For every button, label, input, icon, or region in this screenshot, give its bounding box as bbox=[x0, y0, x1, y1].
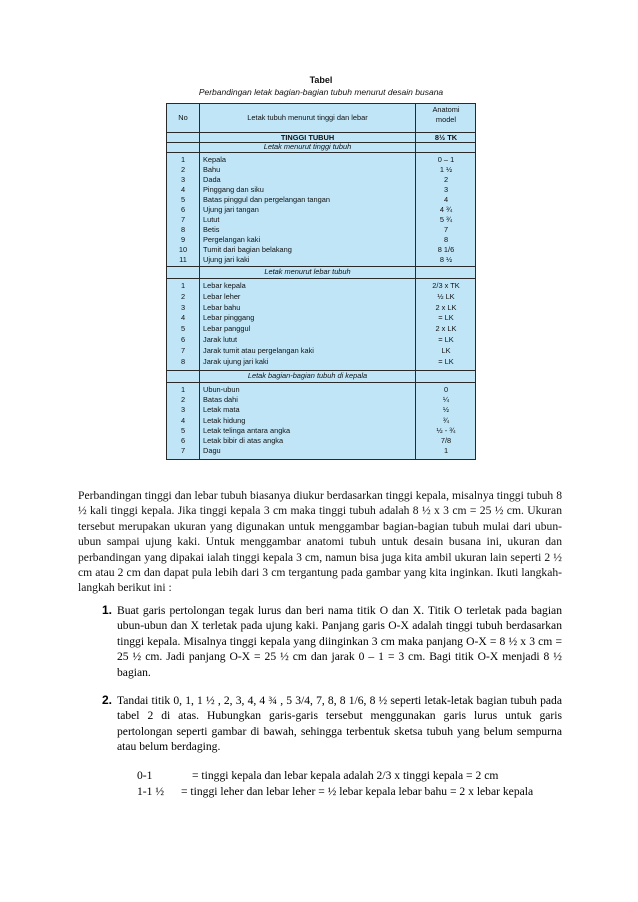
row-number: 2 bbox=[180, 291, 186, 301]
row-number: 7 bbox=[180, 446, 186, 456]
row-number: 3 bbox=[180, 405, 186, 415]
table-row bbox=[167, 155, 475, 164]
table-row bbox=[167, 385, 475, 394]
table-row bbox=[167, 255, 475, 264]
row-number: 4 bbox=[180, 313, 186, 323]
table-row bbox=[167, 235, 475, 244]
table-row bbox=[167, 205, 475, 214]
table-row bbox=[167, 357, 475, 366]
row-number: 8 bbox=[180, 356, 186, 366]
row-number: 6 bbox=[180, 335, 186, 344]
row-divider bbox=[167, 382, 475, 383]
row-anatomy-value: 5 ¾ bbox=[439, 215, 453, 224]
tinggi-tubuh-value: 8½ TK bbox=[434, 133, 458, 142]
table-title: Tabel bbox=[309, 75, 333, 85]
row-body-part: Bahu bbox=[203, 165, 221, 174]
table-row bbox=[167, 446, 475, 455]
row-divider bbox=[167, 152, 475, 153]
section-title-head: Letak bagian-bagian tubuh di kepala bbox=[247, 371, 368, 380]
proportion-table bbox=[166, 103, 476, 460]
table-subtitle: Perbandingan letak bagian-bagian tubuh menurut desain busana bbox=[198, 87, 444, 97]
row-number: 3 bbox=[180, 175, 186, 184]
table-row bbox=[167, 215, 475, 224]
row-number: 4 bbox=[180, 185, 186, 194]
row-body-part: Lebar pinggang bbox=[203, 313, 255, 323]
row-anatomy-value: 2 x LK bbox=[435, 302, 457, 312]
row-number: 2 bbox=[180, 165, 186, 174]
row-body-part: Lebar leher bbox=[203, 291, 241, 301]
row-anatomy-value: 4 bbox=[443, 195, 449, 204]
table-row bbox=[167, 195, 475, 204]
header-no: No bbox=[178, 113, 188, 122]
table-row bbox=[167, 335, 475, 344]
row-anatomy-value: 7 bbox=[443, 225, 449, 234]
row-anatomy-value: 2 x LK bbox=[435, 324, 457, 334]
row-body-part: Kepala bbox=[203, 155, 227, 164]
row-number: 5 bbox=[180, 425, 186, 435]
row-body-part: Letak hidung bbox=[203, 415, 246, 425]
row-number: 7 bbox=[180, 215, 186, 224]
row-body-part: Letak bibir di atas angka bbox=[203, 436, 284, 445]
row-number: 6 bbox=[180, 205, 186, 214]
row-body-part: Letak mata bbox=[203, 405, 240, 415]
sub-item-label: 1-1 ½ bbox=[137, 785, 165, 798]
table-row bbox=[167, 175, 475, 184]
row-number: 8 bbox=[180, 225, 186, 234]
sub-item-text: = tinggi kepala dan lebar kepala adalah 2/3 x tinggi kepala = 2 cm bbox=[192, 769, 499, 782]
row-anatomy-value: 8 ½ bbox=[439, 255, 453, 264]
row-body-part: Lebar panggul bbox=[203, 324, 251, 334]
row-number: 1 bbox=[180, 281, 186, 290]
table-row bbox=[167, 346, 475, 355]
table-row bbox=[167, 395, 475, 404]
table-row bbox=[167, 405, 475, 414]
intro-paragraph: Perbandingan tinggi dan lebar tubuh biasanya diukur berdasarkan tinggi kepala, misalnya tinggi tubuh 8 ½ kali tinggi kepala. Jika tinggi kepala 3 cm maka tinggi tubuh adalah 8 ½ x 3 cm = 25 ½ cm. Ukuran tersebut merupakan ukuran yang digunakan untuk menggambar bagian-bagian tubuh mulai dari ubun-ubun sampai ujung kaki. Untuk menggambar anatomi tubuh untuk desain busana ini, ukuran dan perbandingan yang dipakai ialah tinggi kepala 3 cm, namun bisa juga kita ambil ukuran lain seperti 2 ½ cm atau 2 cm dan dapat pula lebih dari 3 cm tergantung pada gambar yang kita inginkan. Ikuti langkah-langkah berikut ini : bbox=[78, 489, 562, 595]
row-anatomy-value: ½ LK bbox=[437, 291, 455, 301]
row-anatomy-value: 7/8 bbox=[440, 436, 452, 445]
row-body-part: Ujung jari kaki bbox=[203, 255, 250, 264]
table-row bbox=[167, 245, 475, 254]
sub-item-label: 0-1 bbox=[137, 769, 153, 782]
row-body-part: Lebar bahu bbox=[203, 302, 241, 312]
row-number: 1 bbox=[180, 385, 186, 394]
table-row bbox=[167, 303, 475, 312]
row-body-part: Dada bbox=[203, 175, 221, 184]
row-anatomy-value: 4 ¾ bbox=[439, 205, 453, 214]
row-number: 5 bbox=[180, 195, 186, 204]
step-text: Buat garis pertolongan tegak lurus dan beri nama titik O dan X. Titik O terletak pada bagian ubun-ubun dan X terletak pada ujung kaki. Panjang garis O-X adalah tinggi tubuh berdasarkan tinggi kepala. Misalnya tinggi kepala yang diinginkan 3 cm maka panjang O-X = 8 ½ x 3 cm = 25 ½ cm. Jadi panjang O-X = 25 ½ cm dan jarak 0 – 1 = 3 cm. Bagi titik O-X menjadi 8 ½ bagian. bbox=[117, 604, 562, 679]
row-number: 3 bbox=[180, 302, 186, 312]
step-item bbox=[102, 693, 562, 759]
row-body-part: Jarak tumit atau pergelangan kaki bbox=[203, 345, 314, 355]
row-body-part: Dagu bbox=[203, 446, 221, 456]
tinggi-tubuh-label: TINGGI TUBUH bbox=[280, 133, 335, 142]
row-number: 2 bbox=[180, 395, 186, 405]
row-body-part: Lutut bbox=[203, 215, 220, 224]
table-row bbox=[167, 185, 475, 194]
sub-item-text: = tinggi leher dan lebar leher = ½ lebar kepala lebar bahu = 2 x lebar kepala bbox=[181, 785, 534, 798]
row-anatomy-value: = LK bbox=[438, 313, 454, 323]
row-body-part: Jarak ujung jari kaki bbox=[203, 356, 269, 366]
row-body-part: Letak telinga antara angka bbox=[203, 425, 291, 435]
row-body-part: Pergelangan kaki bbox=[203, 235, 261, 244]
row-body-part: Batas pinggul dan pergelangan tangan bbox=[203, 195, 330, 204]
row-number: 7 bbox=[180, 345, 186, 355]
row-body-part: Pinggang dan siku bbox=[203, 185, 264, 194]
table-row bbox=[167, 416, 475, 425]
row-anatomy-value: 2/3 x TK bbox=[432, 281, 460, 290]
step-text: Tandai titik 0, 1, 1 ½ , 2, 3, 4, 4 ¾ , 5 3/4, 7, 8, 8 1/6, 8 ½ seperti letak-letak bagian tubuh pada tabel 2 di atas. Hubungkan garis-garis tersebut menggunakan garis lurus untuk garis pertolongan seperti gambar di bawah, sehingga terbentuk sketsa tubuh yang belum sempurna atau belum berdaging. bbox=[117, 694, 562, 754]
row-anatomy-value: 3 bbox=[443, 185, 449, 194]
row-anatomy-value: 8 1/6 bbox=[437, 245, 455, 254]
row-anatomy-value: ½ - ¾ bbox=[436, 425, 456, 435]
table-row bbox=[167, 281, 475, 290]
step-number: 1. bbox=[102, 603, 113, 617]
row-anatomy-value: 8 bbox=[443, 235, 449, 244]
row-divider bbox=[167, 278, 475, 279]
row-number: 1 bbox=[180, 155, 186, 164]
row-number: 9 bbox=[180, 235, 186, 244]
table-row bbox=[167, 426, 475, 435]
row-number: 11 bbox=[179, 255, 187, 264]
table-row bbox=[167, 436, 475, 445]
row-anatomy-value: ¾ bbox=[442, 415, 450, 425]
row-number: 6 bbox=[180, 436, 186, 445]
step-item bbox=[102, 603, 562, 683]
section-title-width: Letak menurut lebar tubuh bbox=[264, 267, 351, 276]
table-row bbox=[167, 313, 475, 322]
row-anatomy-value: 0 bbox=[443, 385, 449, 394]
section-title-height: Letak menurut tinggi tubuh bbox=[263, 142, 352, 151]
row-body-part: Lebar kepala bbox=[203, 281, 246, 290]
row-anatomy-value: = LK bbox=[438, 356, 454, 366]
row-anatomy-value: ½ bbox=[442, 405, 450, 415]
row-body-part: Batas dahi bbox=[203, 395, 238, 405]
table-row bbox=[167, 225, 475, 234]
row-body-part: Jarak lutut bbox=[203, 335, 238, 344]
row-number: 5 bbox=[180, 324, 186, 334]
row-anatomy-value: 1 bbox=[443, 446, 449, 456]
header-anatomy: Anatomi model bbox=[432, 105, 460, 124]
row-anatomy-value: = LK bbox=[438, 335, 454, 344]
table-row bbox=[167, 324, 475, 333]
row-number: 10 bbox=[178, 245, 188, 254]
row-anatomy-value: 2 bbox=[443, 175, 449, 184]
table-row bbox=[167, 292, 475, 301]
row-anatomy-value: 1 ½ bbox=[439, 165, 453, 174]
row-anatomy-value: LK bbox=[441, 345, 451, 355]
header-part: Letak tubuh menurut tinggi dan lebar bbox=[247, 113, 368, 122]
row-anatomy-value: 0 – 1 bbox=[437, 155, 455, 164]
row-body-part: Betis bbox=[203, 225, 220, 234]
row-number: 4 bbox=[180, 415, 186, 425]
table-row bbox=[167, 165, 475, 174]
row-anatomy-value: ¼ bbox=[442, 395, 450, 405]
step-number: 2. bbox=[102, 693, 113, 707]
row-body-part: Ubun-ubun bbox=[203, 385, 240, 394]
row-body-part: Tumit dari bagian belakang bbox=[203, 245, 292, 254]
row-body-part: Ujung jari tangan bbox=[203, 205, 259, 214]
